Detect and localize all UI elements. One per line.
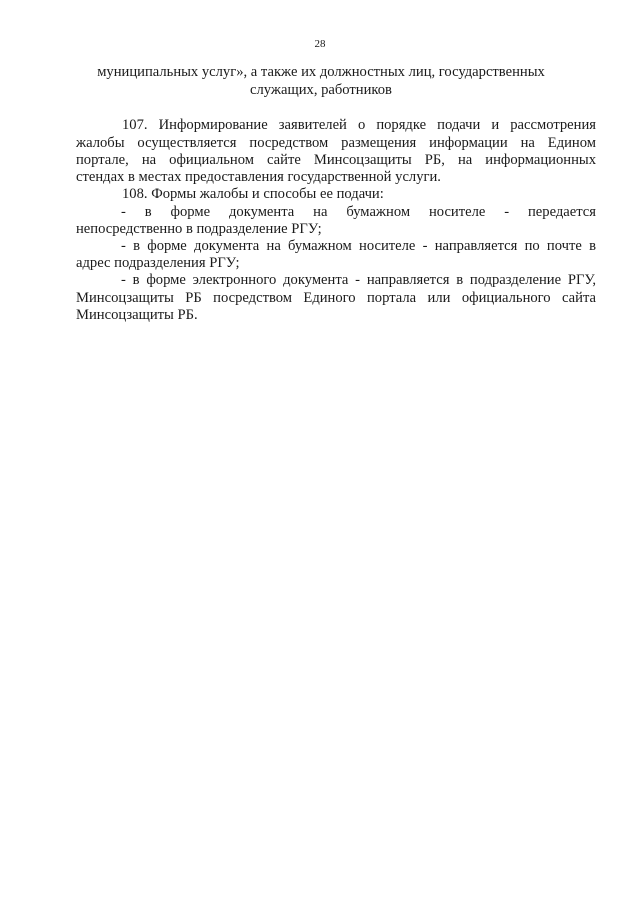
paragraph-107-line-1: 107. Информирование заявителей о порядке подачи и рассмотрения [122, 117, 596, 133]
section-heading-line-1: муниципальных услуг», а также их должностных лиц, государственных [97, 64, 545, 80]
paragraph-108-line-1: 108. Формы жалобы и способы ее подачи: [122, 186, 384, 202]
paragraph-107-line-4: стендах в местах предоставления государственной услуги. [76, 169, 441, 185]
list-item-1-line-2: непосредственно в подразделение РГУ; [76, 221, 322, 237]
list-item-3-line-2: Минсоцзащиты РБ посредством Единого портала или официального сайта [76, 290, 596, 306]
paragraph-107-line-2: жалобы осуществляется посредством размещения информации на Едином [76, 135, 596, 151]
list-item-3-line-1: - в форме электронного документа - направляется в подразделение РГУ, [121, 272, 596, 288]
list-item-2-line-1: - в форме документа на бумажном носителе - направляется по почте в [121, 238, 596, 254]
paragraph-107-line-3: портале, на официальном сайте Минсоцзащиты РБ, на информационных [76, 152, 596, 168]
section-heading-line-2: служащих, работников [250, 82, 392, 98]
list-item-3-line-3: Минсоцзащиты РБ. [76, 307, 198, 323]
page-number: 28 [314, 38, 326, 50]
list-item-1-line-1: - в форме документа на бумажном носителе - передается [121, 204, 596, 220]
list-item-2-line-2: адрес подразделения РГУ; [76, 255, 240, 271]
